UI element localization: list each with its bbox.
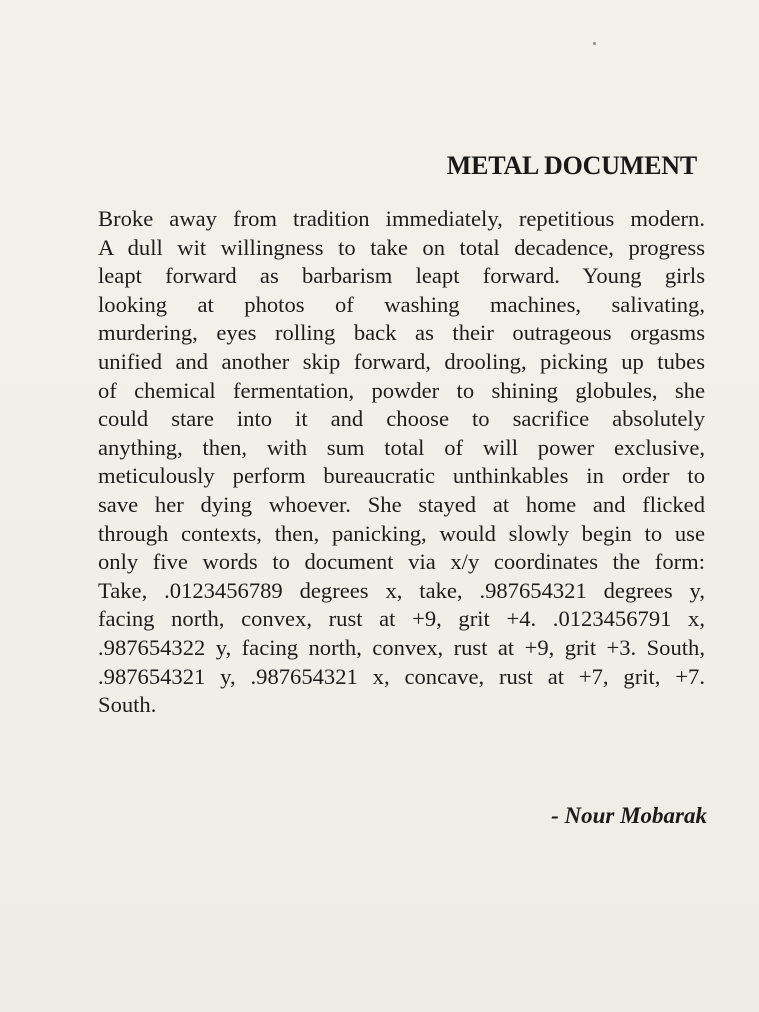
body-line: looking at photos of washing machines, salivating, xyxy=(98,291,705,317)
body-line: Take, .0123456789 degrees x, take, .987654321 degrees y, xyxy=(98,577,705,603)
body-line: .987654322 y, facing north, convex, rust at +9, grit +3. South, xyxy=(98,634,705,660)
body-line: anything, then, with sum total of will power exclusive, xyxy=(98,434,705,460)
body-line: unified and another skip forward, drooling, picking up tubes xyxy=(98,348,705,374)
body-line: Broke away from tradition immediately, repetitious modern. xyxy=(98,206,705,231)
body-line: through contexts, then, panicking, would slowly begin to use xyxy=(98,520,705,546)
body-line: could stare into it and choose to sacrifice absolutely xyxy=(98,406,705,432)
body-line: facing north, convex, rust at +9, grit +4. .0123456791 x, xyxy=(98,606,705,632)
body-line: A dull wit willingness to take on total decadence, progress xyxy=(98,234,705,260)
document-title: METAL DOCUMENT xyxy=(446,151,697,180)
body-line: of chemical fermentation, powder to shining globules, she xyxy=(98,377,705,403)
paper-speck xyxy=(593,42,596,45)
body-line: only five words to document via x/y coordinates the form: xyxy=(98,549,705,575)
body-line: meticulously perform bureaucratic unthinkables in order to xyxy=(98,463,705,489)
document-body xyxy=(98,205,705,720)
body-line: save her dying whoever. She stayed at home and flicked xyxy=(98,491,705,517)
body-line: leapt forward as barbarism leapt forward. Young girls xyxy=(98,263,705,289)
body-line: .987654321 y, .987654321 x, concave, rust at +7, grit, +7. xyxy=(98,663,705,689)
author-signature: - Nour Mobarak xyxy=(551,803,707,828)
body-line: South. xyxy=(98,692,157,718)
body-line: murdering, eyes rolling back as their outrageous orgasms xyxy=(98,320,705,346)
